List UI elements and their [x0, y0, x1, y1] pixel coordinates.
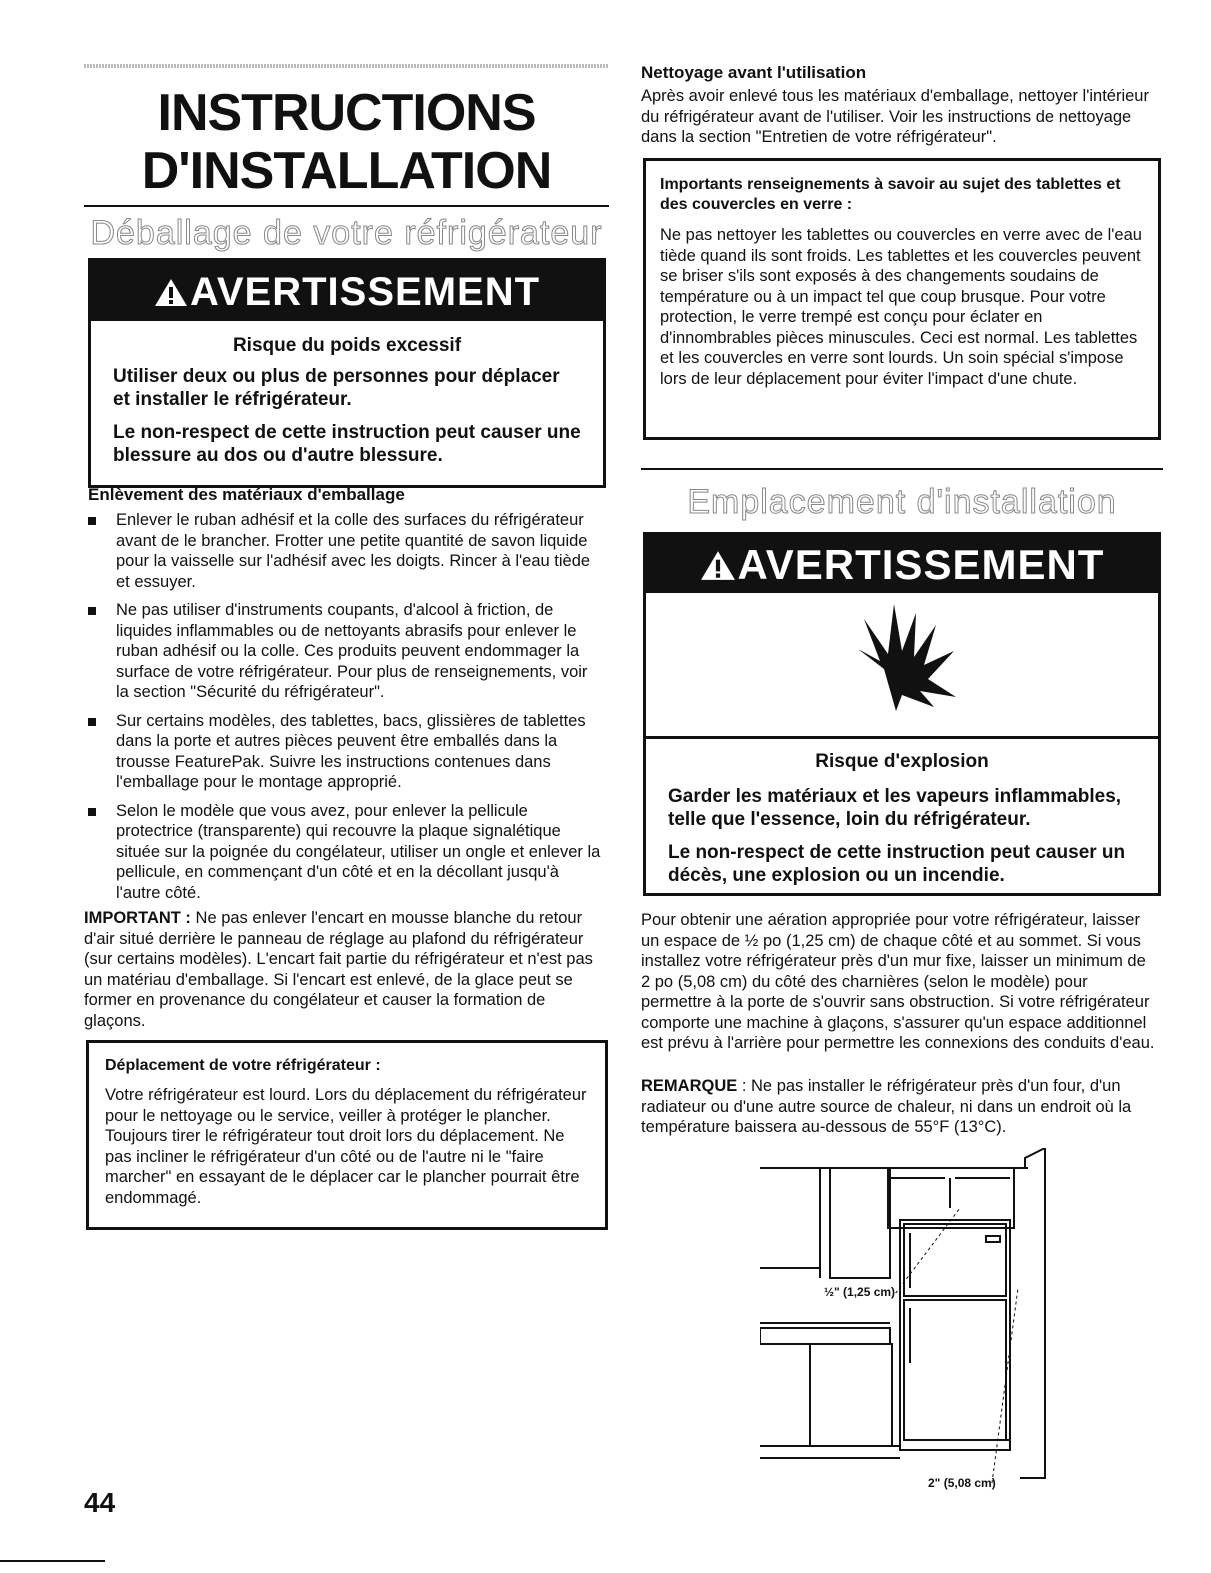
warning-risk: Risque du poids excessif	[232, 335, 462, 356]
warning-triangle-icon	[700, 549, 736, 581]
warning-consequence: Le non-respect de cette instruction peut causer une blessure au dos ou d'autre blessure.	[113, 422, 581, 466]
important-label: IMPORTANT :	[84, 909, 191, 927]
top-rule	[84, 64, 609, 68]
warning-label: AVERTISSEMENT	[737, 541, 1105, 588]
warning-header	[646, 535, 1158, 593]
title-line-1: INSTRUCTIONS	[157, 84, 536, 142]
important-text: Ne pas enlever l'encart en mousse blanche du retour d'air situé derrière le panneau de réglage au plafond du réfrigérateur (sur certains modèles). L'encart fait partie du réfrigérateur et n'est pas un matériau d'emballage. Si l'encart est enlevé, de la glace peut se former en provenance du congélateur et causer la formation de glaçons.	[84, 909, 593, 1030]
clearance-label-half-inch: ½" (1,25 cm)	[824, 1285, 896, 1299]
clearance-label-two-inch: 2" (5,08 cm)	[928, 1476, 996, 1490]
page-number: 44	[84, 1487, 116, 1518]
warning-header	[91, 261, 603, 321]
cleaning-heading: Nettoyage avant l'utilisation	[641, 63, 867, 82]
moving-text: Votre réfrigérateur est lourd. Lors du déplacement du réfrigérateur pour le nettoyage ou le service, veiller à protéger le plancher. Toujours tirer le réfrigérateur tout droit lors du déplacement. Ne pas incliner le réfrigérateur d'un côté ou de l'autre ni le "faire marcher" en essayant de le déplacer car le plancher pourrait être endommagé.	[105, 1086, 587, 1207]
bullet-square-icon	[88, 517, 96, 525]
moving-heading: Déplacement de votre réfrigérateur :	[105, 1057, 381, 1074]
bullet-square-icon	[88, 808, 96, 816]
list-item-text: Selon le modèle que vous avez, pour enlever la pellicule protectrice (transparente) qui recouvre la plaque signalétique située sur la poignée du congélateur, utiliser un ongle et enlever la pellicule, en commençant d'un côté et en la décollant jusqu'à l'autre côté.	[116, 801, 601, 902]
bullet-square-icon	[88, 718, 96, 726]
important-note	[84, 908, 609, 1031]
remark-text: : Ne pas installer le réfrigérateur près d'un four, d'un radiateur ou d'une autre source de chaleur, ni dans un endroit où la température baissera au-dessous de 55°F (13°C).	[641, 1077, 1132, 1136]
footer-rule	[0, 1560, 105, 1562]
glass-info-box	[643, 158, 1161, 440]
explosion-icon	[836, 599, 966, 719]
list-item-text: Ne pas utiliser d'instruments coupants, d'alcool à friction, de liquides inflammables ou de nettoyants abrasifs pour enlever le ruban adhésif ou la colle. Ces produits peuvent endommager la surface de votre réfrigérateur. Pour plus de renseignements, voir la section "Sécurité du réfrigérateur".	[116, 601, 588, 701]
warning-box-explosion	[643, 532, 1161, 896]
title-line-2: D'INSTALLATION	[141, 142, 552, 200]
list-item	[84, 711, 604, 793]
removal-heading: Enlèvement des matériaux d'emballage	[88, 485, 405, 504]
removal-list	[84, 510, 604, 911]
warning-triangle-icon	[154, 277, 188, 307]
warning-instruction: Garder les matériaux et les vapeurs inflammables, telle que l'essence, loin du réfrigérateur.	[668, 786, 1122, 830]
warning-instruction: Utiliser deux ou plus de personnes pour déplacer et installer le réfrigérateur.	[113, 366, 560, 410]
section-divider	[84, 205, 609, 207]
warning-box-weight	[88, 258, 606, 488]
warning-risk: Risque d'explosion	[815, 751, 989, 772]
remark-note	[641, 1076, 1156, 1138]
list-item-text: Sur certains modèles, des tablettes, bacs, glissières de tablettes dans la porte et autres pièces peuvent être emballés dans la trousse FeaturePak. Suivre les instructions contenues dans l'emballage pour le montage approprié.	[116, 711, 586, 791]
installation-diagram	[760, 1148, 1060, 1498]
explosion-pictogram	[646, 593, 1158, 739]
cleaning-text: Après avoir enlevé tous les matériaux d'emballage, nettoyer l'intérieur du réfrigérateur avant de l'utiliser. Voir les instructions de nettoyage dans la section "Entretien de votre réfrigérateur".	[641, 87, 1149, 146]
moving-info-box	[86, 1040, 608, 1230]
warning-label: AVERTISSEMENT	[189, 270, 541, 314]
remark-label: REMARQUE	[641, 1077, 738, 1095]
section-heading-unpacking: Déballage de votre réfrigérateur	[90, 214, 603, 252]
list-item	[84, 600, 604, 703]
placement-text: Pour obtenir une aération appropriée pour votre réfrigérateur, laisser un espace de ½ po (1,25 cm) de chaque côté et au sommet. Si vous installez votre réfrigérateur près d'un mur fixe, laisser un minimum de 2 po (5,08 cm) du côté des charnières (selon le modèle) pour permettre à la porte de s'ouvrir sans obstruction. Si votre réfrigérateur comporte une machine à glaçons, s'assurer qu'un espace additionnel est prévu à l'arrière pour permettre les connexions des conduits d'eau.	[641, 911, 1155, 1052]
list-item	[84, 510, 604, 592]
page-title	[84, 84, 609, 200]
bullet-square-icon	[88, 607, 96, 615]
section-heading-location: Emplacement d'installation	[687, 483, 1117, 521]
glass-heading: Importants renseignements à savoir au sujet des tablettes et des couvercles en verre :	[660, 176, 1121, 213]
warning-consequence: Le non-respect de cette instruction peut causer un décès, une explosion ou un incendie.	[668, 842, 1126, 886]
section-divider	[641, 468, 1163, 470]
list-item-text: Enlever le ruban adhésif et la colle des surfaces du réfrigérateur avant de le brancher. Frotter une petite quantité de savon liquide pour la vaisselle sur l'adhésif avec les doigts. Rincer à l'eau tiède et essuyer.	[116, 511, 591, 591]
list-item	[84, 801, 604, 904]
glass-text: Ne pas nettoyer les tablettes ou couvercles en verre avec de l'eau tiède quand ils sont froids. Les tablettes et les couvercles peuvent se briser s'ils sont exposés à des changements soudains de température ou à un impact tel que coup brusque. Pour votre protection, le verre trempé est conçu pour éclater en d'innombrables pièces minuscules. Ceci est normal. Les tablettes et les couvercles en verre sont lourds. Un soin spécial s'impose lors de leur déplacement pour éviter l'impact d'une chute.	[660, 226, 1142, 388]
